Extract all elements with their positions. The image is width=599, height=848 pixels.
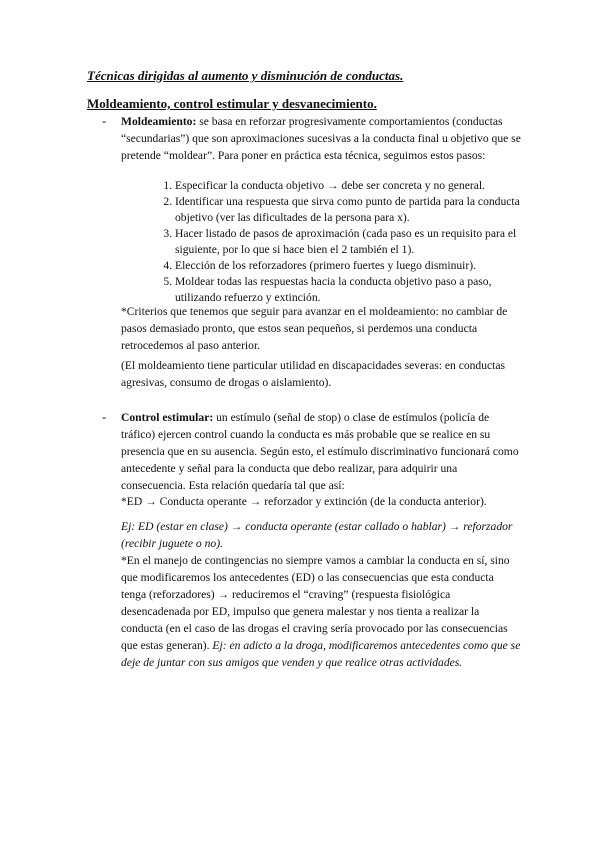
contingency-example: Ej: en adicto a la droga, modificaremos antecedentes como que se deje de juntar con sus amigos que venden y que realice otras actividades. <box>121 639 521 669</box>
steps-list <box>158 178 525 306</box>
control-intro <box>121 409 521 494</box>
list-item: 5. Moldear todas las respuestas hacia la conducta objetivo paso a paso, utilizando refuerzo y extinción. <box>175 274 525 306</box>
document-title: Técnicas dirigidas al aumento y disminución de conductas. <box>87 68 404 83</box>
criteria-paragraph: *Criterios que tenemos que seguir para avanzar en el moldeamiento: no cambiar de pasos demasiado pronto, que estos sean pequeños, si perdemos una conducta retrocedemos al paso anterior. <box>121 305 508 352</box>
bullet-marker: - <box>102 113 107 128</box>
bullet-marker: - <box>102 409 107 424</box>
contingency-text: *En el manejo de contingencias no siempre vamos a cambiar la conducta en sí, sino que modificaremos los antecedentes (ED) o las consecuencias que esta conducta tenga (reforzadores) → reduciremos el “craving” (respuesta fisiológica desencadenada por ED, impulso que genera malestar y nos tienta a realizar la conducta (en el caso de las drogas el craving sería provocado por las consecuencias que estas generan). <box>121 554 510 652</box>
moldeamiento-label: Moldeamiento: <box>121 115 197 128</box>
list-item: 3. Hacer listado de pasos de aproximación (cada paso es un requisito para el siguiente, por lo que si hace bien el 2 también el 1). <box>175 226 525 258</box>
control-intro-text: un estímulo (señal de stop) o clase de estímulos (policía de tráfico) ejercen control cuando la conducta es más probable que se realice en su presencia que en su ausencia. Según esto, el estímulo discriminativo funcionará como antecedente y señal para la conducta que debo realizar, para adquirir una consecuencia. Esta relación quedaría tal que así: <box>121 411 519 492</box>
section-heading: Moldeamiento, control estimular y desvanecimiento. <box>87 96 377 111</box>
note-paragraph: (El moldeamiento tiene particular utilidad en discapacidades severas: en conductas agresivas, consumo de drogas o aislamiento). <box>121 359 506 389</box>
control-label: Control estimular: <box>121 411 214 424</box>
list-item: 2. Identificar una respuesta que sirva como punto de partida para la conducta objetivo (ver las dificultades de la persona para x). <box>175 194 525 226</box>
contingency-paragraph <box>121 552 521 671</box>
example-paragraph: Ej: ED (estar en clase) → conducta operante (estar callado o hablar) → reforzador (recibir juguete o no). <box>121 520 513 550</box>
moldeamiento-intro-text: se basa en reforzar progresivamente comportamientos (conductas “secundarias”) que son aproximaciones sucesivas a la conducta final u objetivo que se pretende “moldear”. Para poner en práctica esta técnica, seguimos estos pasos: <box>121 115 521 162</box>
formula-line: *ED → Conducta operante → reforzador y extinción (de la conducta anterior). <box>121 495 487 508</box>
moldeamiento-intro <box>121 113 521 164</box>
list-item: 4. Elección de los reforzadores (primero fuertes y luego disminuir). <box>175 258 525 274</box>
list-item: 1. Especificar la conducta objetivo → debe ser concreta y no general. <box>175 178 525 194</box>
